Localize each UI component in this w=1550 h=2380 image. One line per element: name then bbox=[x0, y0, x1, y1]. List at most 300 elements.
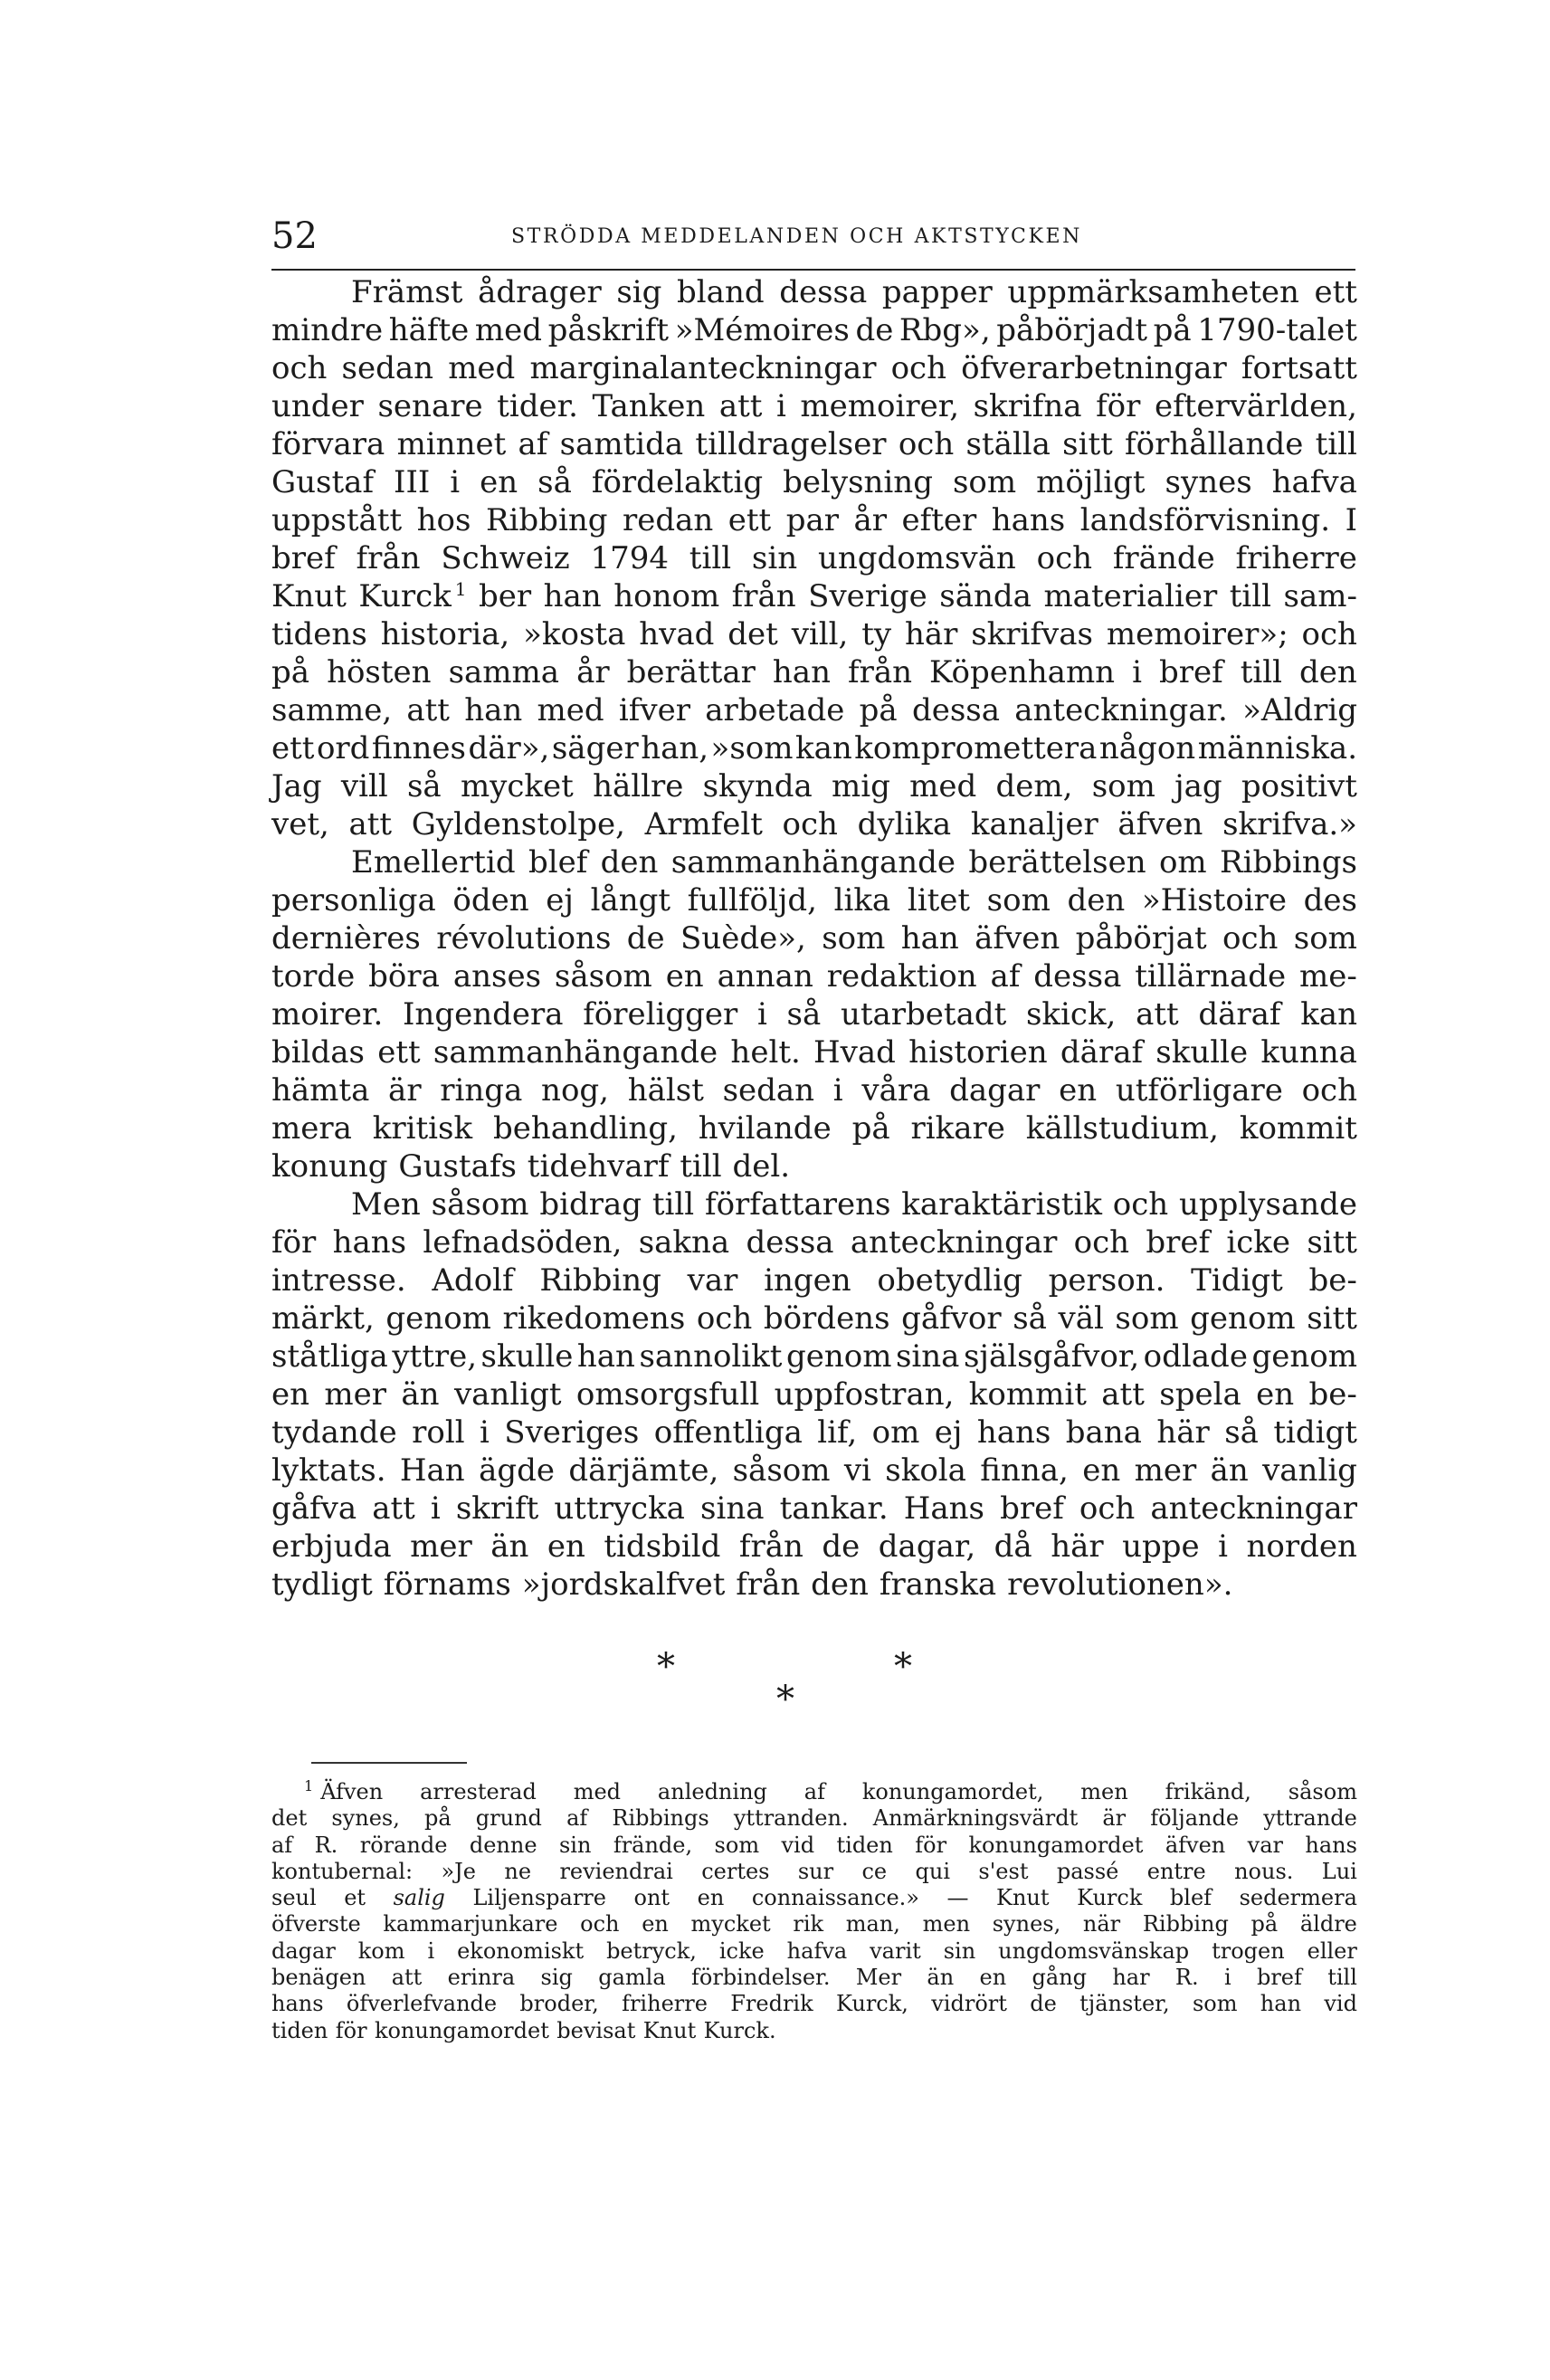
word: skick, bbox=[1025, 996, 1117, 1033]
word: historien bbox=[908, 1034, 1048, 1071]
word: kan bbox=[795, 730, 852, 766]
word: mer bbox=[324, 1376, 387, 1413]
word: man, bbox=[845, 1911, 900, 1937]
word: denne bbox=[469, 1832, 537, 1858]
word: i bbox=[480, 1414, 490, 1451]
text-line bbox=[271, 1299, 1357, 1338]
text-line bbox=[271, 1414, 1357, 1452]
word: memoirer, bbox=[800, 388, 960, 424]
word: med bbox=[474, 312, 543, 348]
word: från bbox=[738, 1528, 804, 1565]
word: upplysande bbox=[1178, 1186, 1357, 1223]
word: öfverste bbox=[271, 1911, 361, 1937]
footnote-line bbox=[271, 1833, 1357, 1859]
word: kom bbox=[357, 1937, 405, 1964]
word: samme, bbox=[271, 692, 393, 728]
text-line bbox=[271, 1185, 1357, 1223]
word: en bbox=[1256, 1376, 1295, 1413]
word: tidsbild bbox=[604, 1528, 721, 1565]
word: jag bbox=[1174, 768, 1222, 804]
word: III bbox=[394, 464, 431, 500]
word: litet bbox=[907, 882, 971, 919]
word: och bbox=[271, 350, 328, 386]
word: den bbox=[600, 844, 659, 881]
word: skrifna bbox=[973, 388, 1082, 424]
word: och bbox=[1112, 1186, 1169, 1223]
word: Mer bbox=[855, 1965, 902, 1991]
word: sam- bbox=[1283, 578, 1357, 614]
text-line bbox=[271, 1528, 1357, 1566]
word: yttrande bbox=[1263, 1805, 1357, 1832]
word: sedermera bbox=[1239, 1885, 1357, 1911]
word: Anmärkningsvärdt bbox=[872, 1805, 1079, 1832]
word: erbjuda bbox=[271, 1528, 392, 1565]
word: Hvad bbox=[813, 1034, 896, 1071]
word: tjänster, bbox=[1079, 1991, 1170, 2017]
word: synes, bbox=[992, 1911, 1061, 1937]
word: öden bbox=[452, 882, 529, 919]
word: vid bbox=[1324, 1991, 1357, 2017]
word: med bbox=[573, 1779, 622, 1804]
word: dem, bbox=[995, 768, 1073, 804]
word: ett bbox=[271, 730, 315, 766]
word: konungamordet bbox=[968, 1832, 1144, 1858]
word: en bbox=[1082, 1452, 1121, 1489]
word: genom bbox=[785, 1338, 892, 1375]
word: norden bbox=[1246, 1528, 1357, 1565]
text-line bbox=[271, 387, 1357, 425]
word: är bbox=[388, 1072, 422, 1109]
word: 1794 bbox=[590, 540, 669, 576]
word: dagar bbox=[271, 1937, 336, 1964]
word: Ribbing bbox=[539, 1262, 661, 1299]
word: som bbox=[1192, 1991, 1238, 2017]
word: en bbox=[642, 1911, 669, 1937]
word: hos bbox=[416, 502, 471, 538]
word: förbindelser. bbox=[690, 1965, 831, 1991]
word: tidehvarf bbox=[527, 1148, 670, 1185]
word: till bbox=[689, 540, 732, 576]
word: ty bbox=[861, 616, 892, 652]
word: till bbox=[1240, 654, 1283, 690]
word: till bbox=[1315, 426, 1357, 462]
word: i bbox=[756, 996, 767, 1033]
word: men bbox=[1080, 1779, 1128, 1804]
word: rörande bbox=[359, 1832, 448, 1858]
word: sig bbox=[540, 1965, 573, 1991]
word: tillärnade bbox=[1135, 958, 1287, 995]
word: som bbox=[1115, 1300, 1179, 1337]
word: bref bbox=[1158, 654, 1223, 690]
word: »Histoire bbox=[1141, 882, 1288, 919]
word: äfven bbox=[1165, 1832, 1226, 1858]
word: var bbox=[687, 1262, 738, 1299]
word: frände bbox=[1112, 540, 1215, 576]
word: att bbox=[1136, 996, 1179, 1033]
word: Tidigt bbox=[1191, 1262, 1283, 1299]
word: hösten bbox=[327, 654, 432, 690]
word: skulle bbox=[480, 1338, 574, 1375]
word: konung bbox=[271, 1148, 388, 1185]
word: för bbox=[335, 2017, 367, 2043]
word: här bbox=[1156, 1414, 1210, 1451]
running-title: STRÖDDA MEDDELANDEN OCH AKTSTYCKEN bbox=[511, 225, 1083, 248]
word: s'est bbox=[978, 1858, 1029, 1884]
word: människa. bbox=[1197, 730, 1357, 766]
asterisk: * bbox=[657, 1646, 675, 1688]
word: sur bbox=[797, 1858, 834, 1884]
word: ekonomiskt bbox=[457, 1937, 585, 1964]
word: tankar. bbox=[779, 1490, 889, 1527]
word: papper bbox=[881, 274, 993, 310]
word: Ribbing bbox=[1142, 1911, 1229, 1937]
word: våra bbox=[861, 1072, 931, 1109]
word: anteckningar. bbox=[1014, 692, 1228, 728]
word: vill, bbox=[791, 616, 849, 652]
word: vid bbox=[781, 1832, 815, 1858]
word: skola bbox=[885, 1452, 966, 1489]
text-line bbox=[271, 1452, 1357, 1490]
word: här bbox=[904, 616, 958, 652]
word: finna, bbox=[980, 1452, 1069, 1489]
word: i bbox=[427, 1937, 435, 1964]
word: et bbox=[344, 1885, 366, 1911]
word: genom bbox=[385, 1300, 491, 1337]
text-line bbox=[271, 805, 1357, 843]
word: kanaljer bbox=[970, 806, 1098, 843]
word: vi bbox=[843, 1452, 871, 1489]
word: äfven bbox=[1117, 806, 1203, 843]
word: del. bbox=[732, 1148, 791, 1185]
word: af bbox=[271, 1832, 293, 1858]
word: »Mémoires bbox=[674, 312, 850, 348]
word: Jag bbox=[271, 768, 322, 804]
word: Knut bbox=[271, 578, 347, 614]
word: tidens bbox=[271, 616, 367, 652]
word: ett bbox=[1314, 274, 1357, 310]
word: erinra bbox=[447, 1965, 516, 1991]
word: att bbox=[718, 388, 763, 424]
word: hvad bbox=[639, 616, 715, 652]
word: personliga bbox=[271, 882, 436, 919]
text-line bbox=[271, 881, 1357, 919]
running-head bbox=[271, 217, 1357, 255]
word: nous. bbox=[1234, 1858, 1294, 1884]
word: sedan bbox=[341, 350, 434, 386]
word: sina bbox=[895, 1338, 960, 1375]
word: ägde bbox=[479, 1452, 555, 1489]
word: skrifva.» bbox=[1222, 806, 1357, 843]
word: en bbox=[1059, 1072, 1098, 1109]
word: roll bbox=[412, 1414, 465, 1451]
word: Ingendera bbox=[402, 996, 564, 1033]
word: mer bbox=[1134, 1452, 1197, 1489]
word: ingen bbox=[764, 1262, 851, 1299]
text-line bbox=[271, 1338, 1357, 1376]
word: sakna bbox=[638, 1224, 730, 1261]
word: marginalanteckningar bbox=[529, 350, 877, 386]
word: me- bbox=[1299, 958, 1357, 995]
word: någon bbox=[1098, 730, 1196, 766]
word: hans bbox=[1305, 1832, 1357, 1858]
word: uppfostran, bbox=[774, 1376, 955, 1413]
word: fortsatt bbox=[1241, 350, 1357, 386]
word: positivt bbox=[1241, 768, 1357, 804]
word: bildas bbox=[271, 1034, 365, 1071]
word: att bbox=[391, 1965, 423, 1991]
word: Armfelt bbox=[644, 806, 763, 843]
word: till bbox=[680, 1148, 722, 1185]
word: sitt bbox=[1307, 1300, 1357, 1337]
word: ståtliga bbox=[271, 1338, 388, 1375]
word: ett bbox=[377, 1034, 421, 1071]
word: berättar bbox=[626, 654, 756, 690]
word: så bbox=[406, 768, 442, 804]
text-line bbox=[271, 1223, 1357, 1261]
word: »Je bbox=[441, 1858, 477, 1884]
word: kommit bbox=[968, 1376, 1087, 1413]
word: i bbox=[1132, 654, 1142, 690]
word: behandling, bbox=[492, 1110, 678, 1147]
footnote-line-with-italic bbox=[271, 1885, 1357, 1911]
word: den bbox=[1067, 882, 1126, 919]
footnote-line bbox=[271, 1991, 1357, 2017]
word: af bbox=[804, 1779, 825, 1804]
word: mig bbox=[832, 768, 890, 804]
word: friherre bbox=[622, 1991, 708, 2017]
word: följande bbox=[1150, 1805, 1240, 1832]
word: såsom bbox=[1288, 1779, 1357, 1804]
word: »jordskalfvet bbox=[521, 1566, 726, 1603]
word: sända bbox=[939, 578, 1032, 614]
word: har bbox=[1112, 1965, 1150, 1991]
word: honom bbox=[613, 578, 720, 614]
word: spela bbox=[1159, 1376, 1241, 1413]
word: i bbox=[1218, 1528, 1229, 1565]
word: de bbox=[626, 920, 665, 957]
word: be- bbox=[1308, 1262, 1357, 1299]
word: här bbox=[1051, 1528, 1104, 1565]
word: Hans bbox=[903, 1490, 984, 1527]
word: historia, bbox=[380, 616, 510, 652]
word: sin bbox=[943, 1937, 976, 1964]
word: bref bbox=[1000, 1490, 1064, 1527]
word: franska bbox=[879, 1566, 997, 1603]
word: icke bbox=[718, 1937, 765, 1964]
asterisk: * bbox=[894, 1646, 912, 1688]
text-line bbox=[271, 1033, 1357, 1071]
word: bana bbox=[1065, 1414, 1142, 1451]
word: kunna bbox=[1260, 1034, 1357, 1071]
word: uppmärksamheten bbox=[1007, 274, 1299, 310]
word: Knut bbox=[642, 2017, 697, 2043]
word: ungdomsvänskap bbox=[998, 1937, 1190, 1964]
word: att bbox=[348, 806, 393, 843]
word: sig bbox=[616, 274, 662, 310]
word: så bbox=[537, 464, 572, 500]
word: och bbox=[1036, 540, 1093, 576]
word: vanligt bbox=[453, 1376, 562, 1413]
footnote-line bbox=[271, 1965, 1357, 1991]
word: des bbox=[1303, 882, 1357, 919]
word: hafva bbox=[1271, 464, 1357, 500]
word: sedan bbox=[722, 1072, 815, 1109]
word: Men bbox=[351, 1186, 421, 1223]
word: under bbox=[271, 388, 364, 424]
word: entre bbox=[1146, 1858, 1206, 1884]
header-rule bbox=[271, 269, 1355, 271]
text-line bbox=[271, 1566, 1357, 1604]
word: hans bbox=[332, 1224, 407, 1261]
word: anledning bbox=[657, 1779, 767, 1804]
word: från bbox=[848, 654, 913, 690]
word: blef bbox=[528, 844, 588, 881]
word: redaktion bbox=[826, 958, 977, 995]
word: hvilande bbox=[698, 1110, 832, 1147]
text-line bbox=[271, 843, 1357, 881]
word: var bbox=[1247, 1832, 1283, 1858]
word: de bbox=[822, 1528, 861, 1565]
word: Fredrik bbox=[730, 1991, 813, 2017]
text-line bbox=[271, 463, 1357, 501]
word: bevisat bbox=[556, 2017, 636, 2043]
word: offentliga bbox=[653, 1414, 803, 1451]
word: Främst bbox=[351, 274, 463, 310]
word: sitt bbox=[1307, 1224, 1357, 1261]
word: friherre bbox=[1235, 540, 1357, 576]
text-line bbox=[271, 615, 1357, 653]
word: en bbox=[665, 958, 704, 995]
word: sin bbox=[751, 540, 798, 576]
word: såsom bbox=[554, 958, 652, 995]
word: seul bbox=[271, 1885, 317, 1911]
word: trogen bbox=[1212, 1937, 1285, 1964]
word: öfverarbetningar bbox=[961, 350, 1227, 386]
word: lika bbox=[833, 882, 891, 919]
word: själsgåfvor, bbox=[963, 1338, 1140, 1375]
word: om bbox=[871, 1414, 920, 1451]
word: rikare bbox=[910, 1110, 1005, 1147]
italic-word: salig bbox=[393, 1885, 445, 1911]
word: och bbox=[898, 426, 955, 462]
text-line bbox=[271, 1376, 1357, 1414]
word: redan bbox=[622, 502, 714, 538]
word: tiden bbox=[271, 2017, 328, 2043]
word: äldre bbox=[1299, 1911, 1357, 1937]
text-line bbox=[271, 425, 1357, 463]
word: »kosta bbox=[523, 616, 626, 652]
word: till bbox=[1327, 1965, 1357, 1991]
word: landsförvisning. bbox=[1079, 502, 1331, 538]
word: berättelsen bbox=[968, 844, 1146, 881]
word: tidigt bbox=[1273, 1414, 1357, 1451]
word: par bbox=[785, 502, 839, 538]
word: än bbox=[401, 1376, 440, 1413]
word: certes bbox=[701, 1858, 770, 1884]
word: däraf bbox=[1198, 996, 1281, 1033]
word: lyktats. bbox=[271, 1452, 386, 1489]
word: yttre, bbox=[392, 1338, 478, 1375]
section-break-asterisks bbox=[633, 1646, 941, 1720]
word: som bbox=[822, 920, 886, 957]
text-line bbox=[271, 349, 1357, 387]
word: hällre bbox=[593, 768, 684, 804]
word: anteckningar bbox=[850, 1224, 1058, 1261]
word: på bbox=[1153, 312, 1192, 348]
word: han bbox=[576, 1338, 635, 1375]
footnote-line bbox=[271, 1911, 1357, 1937]
word: dessa bbox=[746, 1224, 834, 1261]
word: påskrift bbox=[547, 312, 670, 348]
word: synes, bbox=[331, 1805, 400, 1832]
word: på bbox=[851, 1110, 890, 1147]
word: fullföljd, bbox=[687, 882, 817, 919]
word: tilldragelser bbox=[695, 426, 887, 462]
word: hans bbox=[976, 1414, 1051, 1451]
word: efter bbox=[901, 502, 977, 538]
word: att bbox=[372, 1490, 415, 1527]
word: på bbox=[859, 692, 898, 728]
word: tydligt bbox=[271, 1566, 373, 1603]
word: obetydlig bbox=[877, 1262, 1022, 1299]
word: en bbox=[271, 1376, 310, 1413]
word: han bbox=[772, 654, 831, 690]
word: skrifvas bbox=[971, 616, 1093, 652]
footnote-reference: 1 bbox=[454, 577, 467, 600]
word: lif, bbox=[817, 1414, 858, 1451]
word: i bbox=[832, 1072, 843, 1109]
word: såsom bbox=[732, 1452, 831, 1489]
word: ifver bbox=[618, 692, 690, 728]
word: Rbg», bbox=[899, 312, 991, 348]
word: med bbox=[537, 692, 604, 728]
word: eller bbox=[1307, 1937, 1357, 1964]
word: af bbox=[518, 426, 548, 462]
footnote-rule bbox=[311, 1762, 467, 1764]
word: Kurck $^1$ bbox=[358, 577, 467, 614]
word: R. bbox=[1174, 1965, 1199, 1991]
word: ungdomsvän bbox=[817, 540, 1016, 576]
word: arresterad bbox=[420, 1779, 537, 1804]
word: Sverige bbox=[808, 578, 927, 614]
word: be- bbox=[1308, 1376, 1357, 1413]
word: då bbox=[994, 1528, 1032, 1565]
text-line bbox=[271, 919, 1357, 957]
word: det bbox=[271, 1805, 308, 1832]
word: från bbox=[731, 578, 796, 614]
word: lefnadsöden, bbox=[423, 1224, 623, 1261]
word: anses bbox=[452, 958, 542, 995]
word: dylika bbox=[857, 806, 952, 843]
word: »Aldrig bbox=[1242, 692, 1357, 728]
word: sin bbox=[558, 1832, 592, 1858]
word: han bbox=[464, 692, 523, 728]
word: R. bbox=[314, 1832, 338, 1858]
page-number: 52 bbox=[271, 215, 318, 257]
word: varit bbox=[870, 1937, 921, 1964]
text-line bbox=[271, 539, 1357, 577]
word: Sveriges bbox=[504, 1414, 640, 1451]
word: Schweiz bbox=[441, 540, 570, 576]
word: däraf bbox=[1060, 1034, 1144, 1071]
word: år bbox=[853, 502, 888, 538]
word: gåfva bbox=[271, 1490, 357, 1527]
word: gång bbox=[1032, 1965, 1088, 1991]
word: uttrycka bbox=[554, 1490, 685, 1527]
asterisk: * bbox=[776, 1679, 794, 1720]
word: Suède», bbox=[680, 920, 806, 957]
word: anteckningar bbox=[1150, 1490, 1357, 1527]
